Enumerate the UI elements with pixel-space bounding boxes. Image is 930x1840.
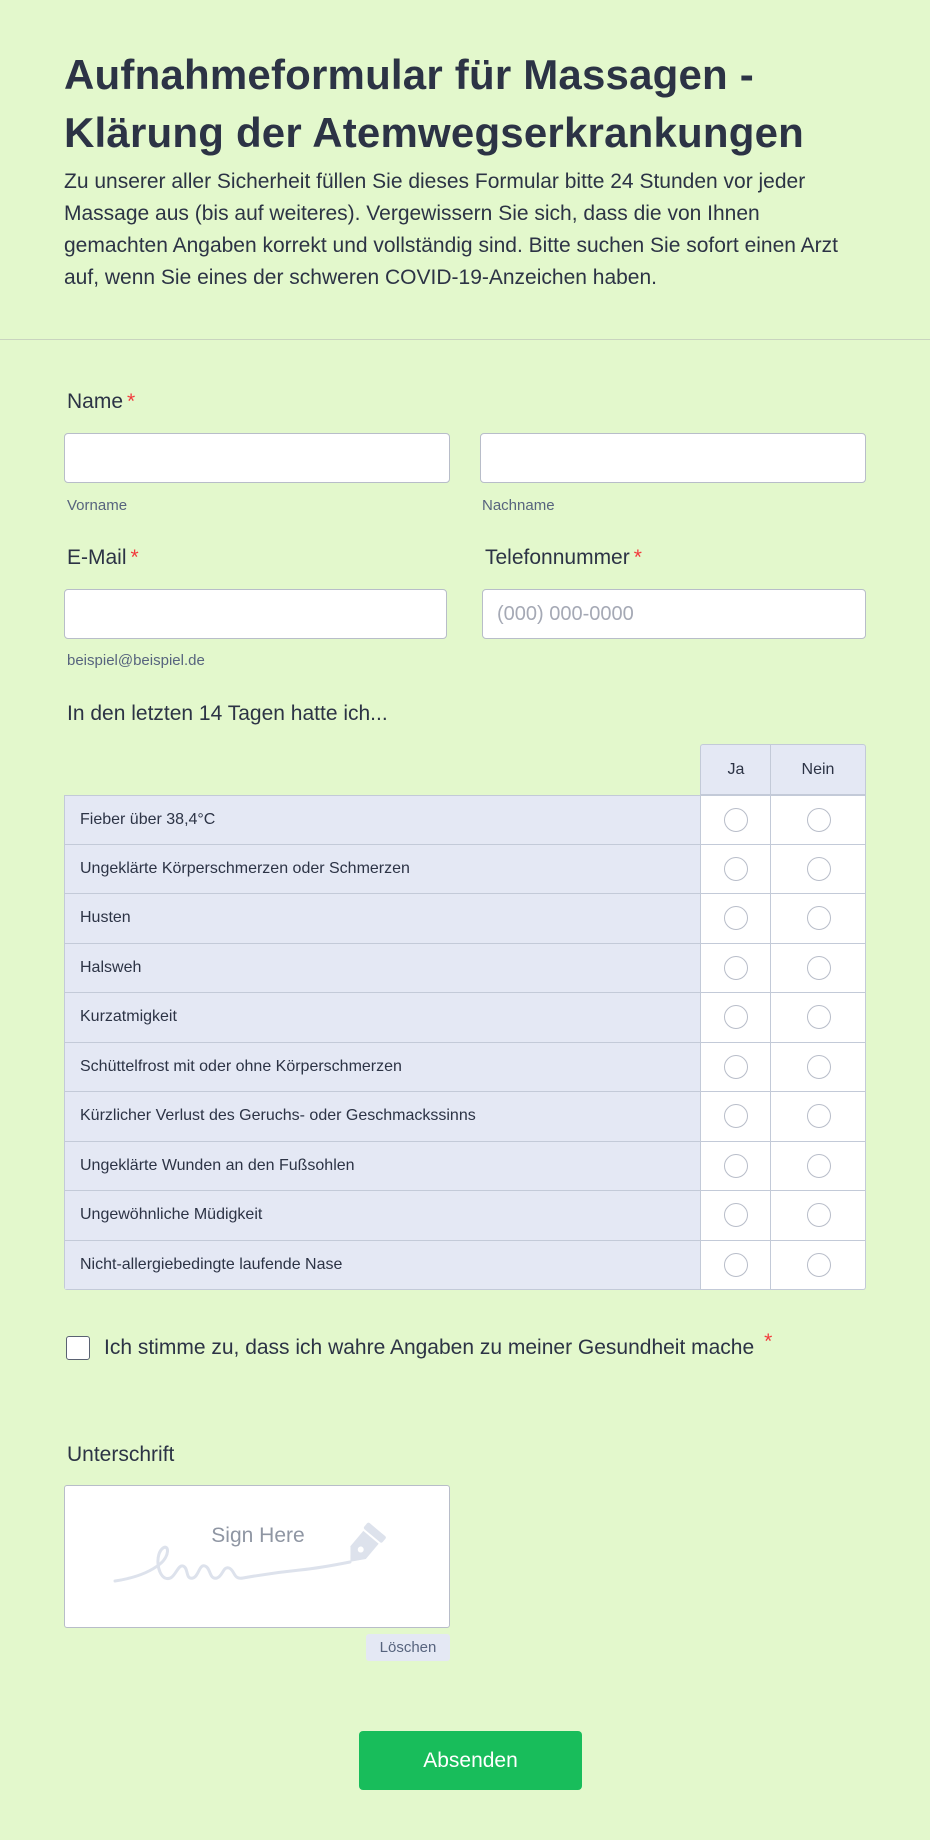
first-name-sublabel: Vorname (67, 497, 128, 514)
matrix-cell-nein (771, 1142, 867, 1191)
radio-nein[interactable] (807, 956, 831, 980)
matrix-cell-nein (771, 993, 867, 1042)
radio-ja[interactable] (724, 1104, 748, 1128)
matrix-cell-nein (771, 796, 867, 844)
signature-placeholder-graphic (65, 1486, 451, 1629)
signature-label: Unterschrift (67, 1443, 175, 1466)
matrix-row (64, 944, 866, 994)
radio-nein[interactable] (807, 857, 831, 881)
required-asterisk: * (127, 390, 136, 413)
matrix-row (64, 1142, 866, 1192)
consent-checkbox[interactable] (66, 1336, 90, 1360)
matrix-row (64, 1191, 866, 1241)
radio-nein[interactable] (807, 1104, 831, 1128)
radio-ja[interactable] (724, 956, 748, 980)
consent-label: Ich stimme zu, dass ich wahre Angaben zu meiner Gesundheit mache (104, 1336, 755, 1359)
required-asterisk: * (764, 1330, 773, 1353)
required-asterisk: * (130, 546, 139, 569)
matrix-cell-ja (701, 796, 771, 844)
required-asterisk: * (633, 546, 642, 569)
matrix-row (64, 1092, 866, 1142)
clear-signature-button[interactable]: Löschen (366, 1634, 450, 1661)
matrix-cell-nein (771, 1043, 867, 1092)
matrix-cell-ja (701, 1191, 771, 1240)
matrix-cell-nein (771, 1191, 867, 1240)
matrix-row-label: Ungeklärte Körperschmerzen oder Schmerzen (65, 845, 701, 894)
matrix-row-label: Kürzlicher Verlust des Geruchs- oder Geschmackssinns (65, 1092, 701, 1141)
phone-input[interactable] (482, 589, 866, 639)
email-label-text: E-Mail (67, 546, 127, 569)
radio-ja[interactable] (724, 808, 748, 832)
radio-ja[interactable] (724, 1055, 748, 1079)
matrix-row-label: Halsweh (65, 944, 701, 993)
form-title (64, 46, 864, 162)
matrix-cell-nein (771, 1092, 867, 1141)
form-title-line-2: Klärung der Atemwegserkrankungen (64, 109, 805, 156)
email-input[interactable] (64, 589, 447, 639)
matrix-question: In den letzten 14 Tagen hatte ich... (67, 702, 388, 725)
radio-nein[interactable] (807, 1005, 831, 1029)
form-description: Zu unserer aller Sicherheit füllen Sie dieses Formular bitte 24 Stunden vor jeder Massage aus (bis auf weiteres). Vergewissern Sie sich, dass die von Ihnen gemachten Angaben korrekt und vollständig sind. Bitte suchen Sie sofort einen Arzt auf, wenn Sie eines der schweren COVID-19-Anzeichen haben. (64, 170, 838, 289)
matrix-cell-ja (701, 1092, 771, 1141)
signature-squiggle (115, 1547, 350, 1581)
matrix-cell-ja (701, 1043, 771, 1092)
form-header (64, 46, 864, 294)
form-title-line-1: Aufnahmeformular für Massagen - (64, 51, 754, 98)
matrix-row-label: Fieber über 38,4°C (65, 796, 701, 844)
header-divider (0, 339, 930, 340)
consent-row (66, 1330, 773, 1360)
matrix-row-label: Kurzatmigkeit (65, 993, 701, 1042)
matrix-row-label: Ungewöhnliche Müdigkeit (65, 1191, 701, 1240)
submit-button[interactable]: Absenden (359, 1731, 582, 1790)
matrix-cell-nein (771, 944, 867, 993)
first-name-input[interactable] (64, 433, 450, 483)
matrix-row-label: Ungeklärte Wunden an den Fußsohlen (65, 1142, 701, 1191)
radio-nein[interactable] (807, 1055, 831, 1079)
radio-ja[interactable] (724, 1154, 748, 1178)
last-name-input[interactable] (480, 433, 866, 483)
matrix-row (64, 993, 866, 1043)
matrix-cell-nein (771, 1241, 867, 1290)
matrix-cell-ja (701, 894, 771, 943)
matrix-row (64, 894, 866, 944)
matrix-cell-ja (701, 845, 771, 894)
matrix-row (64, 795, 866, 845)
radio-ja[interactable] (724, 1203, 748, 1227)
radio-nein[interactable] (807, 808, 831, 832)
matrix-row (64, 1241, 866, 1291)
matrix-cell-ja (701, 993, 771, 1042)
radio-nein[interactable] (807, 1154, 831, 1178)
matrix-cell-nein (771, 894, 867, 943)
matrix-row (64, 845, 866, 895)
radio-ja[interactable] (724, 1253, 748, 1277)
matrix-cell-ja (701, 1241, 771, 1290)
radio-ja[interactable] (724, 1005, 748, 1029)
radio-nein[interactable] (807, 906, 831, 930)
matrix-cell-ja (701, 1142, 771, 1191)
last-name-sublabel: Nachname (482, 497, 555, 514)
matrix-col-ja: Ja (700, 744, 771, 795)
email-sublabel: beispiel@beispiel.de (67, 652, 205, 669)
matrix-cell-nein (771, 845, 867, 894)
matrix-row-label: Nicht-allergiebedingte laufende Nase (65, 1241, 701, 1290)
email-label (67, 546, 139, 570)
matrix-col-nein: Nein (770, 744, 866, 795)
matrix-row (64, 1043, 866, 1093)
signature-pad[interactable] (64, 1485, 450, 1628)
name-label-text: Name (67, 390, 124, 413)
phone-label-text: Telefonnummer (485, 546, 630, 569)
phone-label (485, 546, 642, 570)
matrix-row-label: Schüttelfrost mit oder ohne Körperschmerzen (65, 1043, 701, 1092)
sign-here-text: Sign Here (211, 1524, 305, 1547)
radio-nein[interactable] (807, 1253, 831, 1277)
radio-ja[interactable] (724, 906, 748, 930)
radio-nein[interactable] (807, 1203, 831, 1227)
name-label (67, 390, 135, 414)
radio-ja[interactable] (724, 857, 748, 881)
matrix-row-label: Husten (65, 894, 701, 943)
matrix-cell-ja (701, 944, 771, 993)
